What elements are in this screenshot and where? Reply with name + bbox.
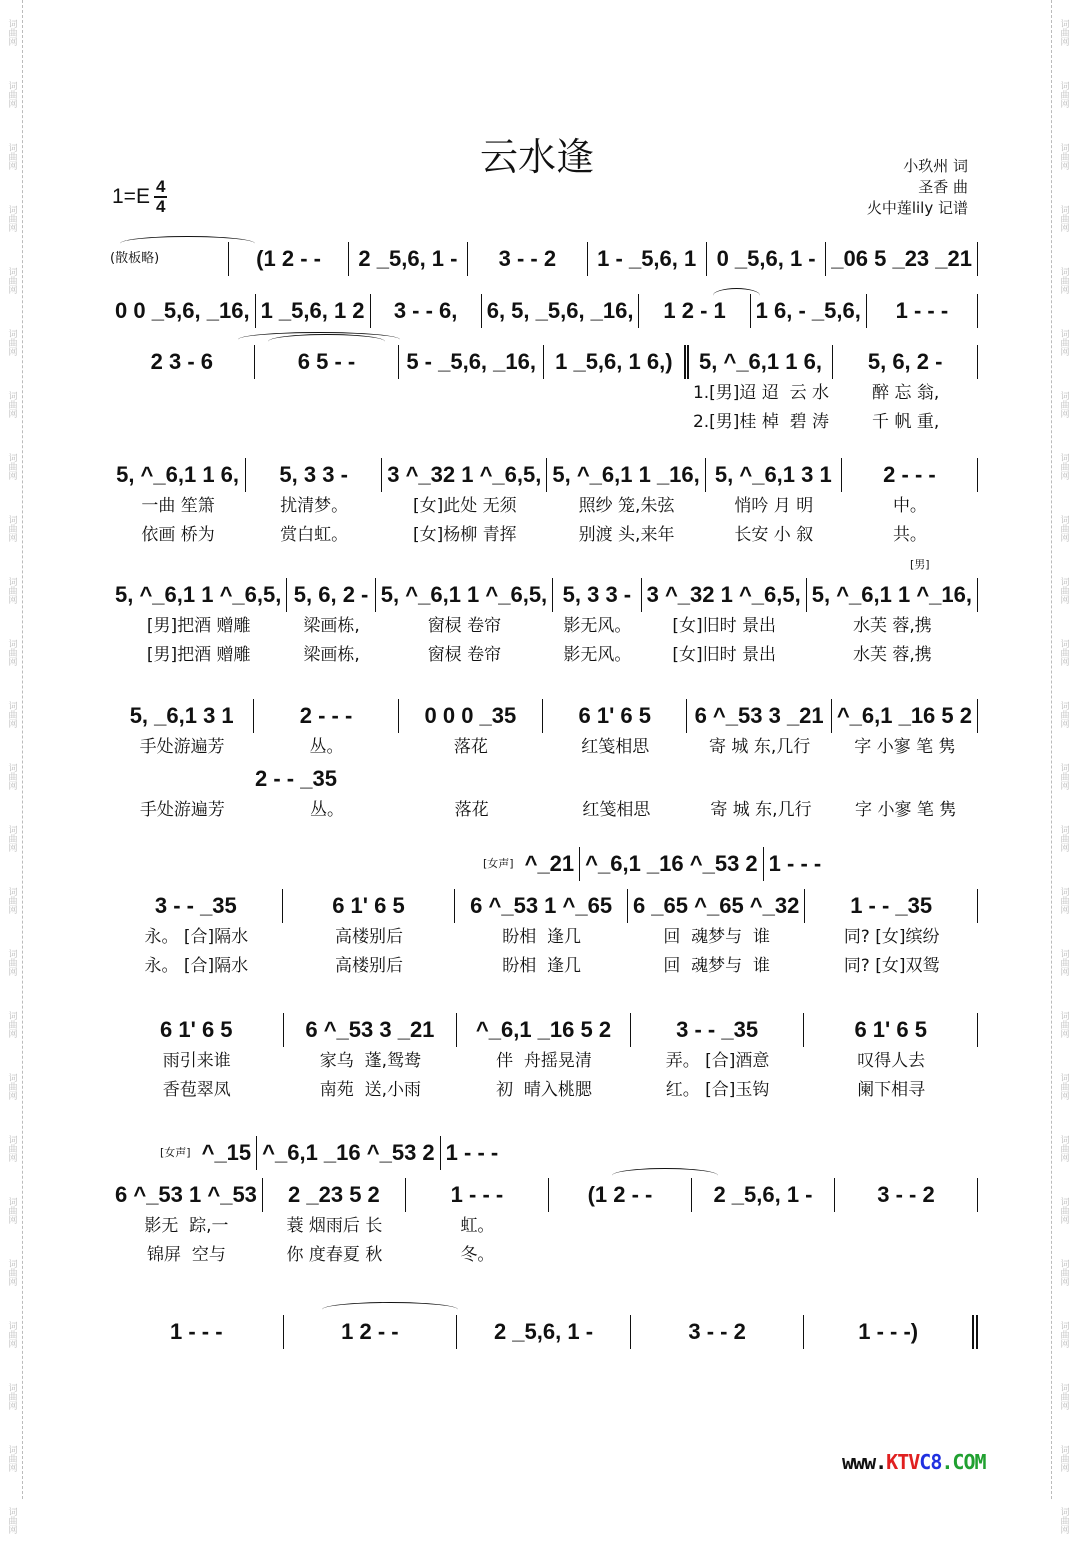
watermark-text: 词曲网: [6, 80, 17, 108]
lyric-cell: 中。: [892, 496, 927, 516]
watermark-text: 词曲网: [1058, 1444, 1069, 1472]
lyric-cell: [835, 1241, 978, 1270]
measure: 1 - - -): [804, 1315, 978, 1349]
measure: 5, ^_6,1 1 6,: [110, 458, 246, 492]
measure: 5, 3 3 -: [246, 458, 382, 492]
lyric-cell: 寄 城 东,几行: [709, 737, 811, 757]
measure: 6, 5, _5,6, _16,: [482, 294, 640, 328]
measure: 1 6, - _5,6,: [751, 294, 867, 328]
lyric-cell: 盼相 逢几: [502, 956, 582, 976]
measure: 5, ^_6,1 1 ^_6,5,: [110, 578, 287, 612]
lyric-cell: 高楼别后: [334, 956, 403, 976]
watermark-text: 词曲网: [6, 638, 17, 666]
watermark-text: 词曲网: [6, 204, 17, 232]
measure: 6 ^_53 3 _21: [687, 699, 831, 733]
measure: 3 - - 2: [631, 1315, 805, 1349]
watermark-text: 词曲网: [1058, 514, 1069, 542]
logo-suffix: .COM: [941, 1450, 986, 1474]
key-signature: [112, 178, 167, 216]
measure: 1 _5,6, 1 2: [256, 294, 371, 328]
lyric-cell: 别渡 头,来年: [578, 525, 675, 545]
song-title: 云水逢: [479, 135, 594, 179]
measure: 2 _5,6, 1 -: [349, 242, 468, 276]
staff-system: [110, 345, 978, 437]
measure: 6 1' 6 5: [283, 889, 456, 923]
lyric-cell: [女]旧时 景出: [672, 645, 776, 665]
measure: 3 - - 2: [468, 242, 587, 276]
staff-system: [110, 558, 978, 670]
lyric-cell: 蓑 烟雨后 长: [286, 1216, 383, 1236]
measure: 1 - - -: [110, 1315, 284, 1349]
watermark-text: 词曲网: [6, 328, 17, 356]
left-watermark-strip: [0, 0, 23, 1534]
lyric-cell: 梁画栋,: [303, 645, 360, 665]
system-grid: [110, 889, 978, 981]
lyric-cell: [男]把酒 赠雕: [146, 645, 251, 665]
logo-prefix: www.: [842, 1450, 887, 1474]
watermark-text: 词曲网: [1058, 452, 1069, 480]
lyric-cell: 窗棂 卷帘: [427, 645, 502, 665]
lyric-cell: 叹得人去: [857, 1051, 926, 1071]
measure: 3 - - 6,: [371, 294, 482, 328]
measure: 2 _5,6, 1 -: [692, 1178, 835, 1212]
lyric-cell: [692, 1241, 835, 1270]
logo-part2: C8: [919, 1450, 942, 1474]
lyric-cell: [544, 379, 689, 408]
system-grid: [110, 578, 978, 670]
logo-part1: KTV: [886, 1450, 920, 1474]
tie-arc: [322, 1302, 458, 1317]
lyric-cell: 影无 踪,一: [144, 1216, 229, 1236]
watermark-text: 词曲网: [1058, 948, 1069, 976]
lyric-cell: 寄 城 东,几行: [710, 800, 812, 820]
lyric-cell: 高楼别后: [334, 927, 403, 947]
time-signature: [154, 178, 167, 216]
upper-voice: [483, 847, 826, 881]
measure: 2 - - _35: [255, 766, 337, 791]
watermark-text: 词曲网: [6, 142, 17, 170]
measure: 5, 6, 2 -: [833, 345, 978, 379]
measure: 5, ^_6,1 1 _16,: [547, 458, 705, 492]
watermark-text: 词曲网: [1058, 824, 1069, 852]
lyric-cell: [544, 408, 689, 437]
system-grid: [110, 1315, 978, 1349]
upper-voice: [160, 1136, 503, 1170]
watermark-text: 词曲网: [1058, 762, 1069, 790]
measure: 6 1' 6 5: [804, 1013, 978, 1047]
lyric-cell: [110, 379, 255, 408]
measure: 6 5 - -: [255, 345, 400, 379]
watermark-text: 词曲网: [6, 266, 17, 294]
voice-marker: [男]: [910, 558, 930, 571]
watermark-text: 词曲网: [1058, 1382, 1069, 1410]
watermark-text: 词曲网: [1058, 1010, 1069, 1038]
lyric-cell: [549, 1212, 692, 1241]
lyric-cell: [835, 1212, 978, 1241]
watermark-text: 词曲网: [6, 1258, 17, 1286]
lyric-cell: [255, 379, 400, 408]
lyric-cell: 回 魂梦与 谁: [663, 956, 770, 976]
measure: 6 ^_53 3 _21: [284, 1013, 458, 1047]
watermark-text: 词曲网: [6, 18, 17, 46]
composer: 圣香 曲: [918, 178, 968, 196]
system-grid: [110, 1013, 978, 1105]
lyric-cell: 丛。: [309, 800, 344, 820]
tie-arc: [120, 236, 255, 251]
tie-arc: [268, 334, 385, 349]
watermark-text: 词曲网: [1058, 1196, 1069, 1224]
lyric-cell: [255, 408, 400, 437]
lyric-cell: [女]旧时 景出: [672, 616, 776, 636]
measure: 5, 6, 2 -: [287, 578, 375, 612]
measure: 3 - - 2: [835, 1178, 978, 1212]
lyric-cell: 2.[男]桂 棹 碧 涛: [692, 412, 830, 432]
watermark-text: 词曲网: [6, 1072, 17, 1100]
lyric-cell: 锦屏 空与: [147, 1245, 226, 1265]
lyric-cell: 悄吟 月 明: [734, 496, 814, 516]
measure: (1 2 - -: [549, 1178, 692, 1212]
lyric-cell: 千 帆 重,: [872, 412, 940, 432]
measure: 5 - _5,6, _16,: [399, 345, 544, 379]
watermark-text: 词曲网: [6, 1196, 17, 1224]
watermark-text: 词曲网: [1058, 1506, 1069, 1534]
lyric-cell: 丛。: [309, 737, 344, 757]
tie-arc: [612, 1168, 718, 1183]
lyric-cell: 永。 [合]隔水: [144, 956, 249, 976]
lyric-cell: [女]杨柳 青挥: [412, 525, 517, 545]
voice-label: [女声]: [160, 1146, 191, 1159]
watermark-text: 词曲网: [1058, 266, 1069, 294]
measure: 1 - _5,6, 1: [588, 242, 707, 276]
lyric-cell: 落花: [454, 800, 489, 820]
lyric-cell: 字 小寥 笔 隽: [854, 737, 956, 757]
measure: 1 - - -: [867, 294, 978, 328]
measure: 6 ^_53 1 ^_65: [455, 889, 628, 923]
system-grid: [110, 796, 978, 825]
lyric-cell: 初 晴入桃腮: [496, 1080, 592, 1100]
watermark-text: 词曲网: [6, 390, 17, 418]
right-watermark-strip: [1051, 0, 1074, 1534]
system-grid: [110, 1178, 978, 1270]
watermark-text: 词曲网: [1058, 1320, 1069, 1348]
measure: 2 _23 5 2: [263, 1178, 406, 1212]
staff-system: [110, 294, 978, 328]
measure: 6 1' 6 5: [543, 699, 687, 733]
time-top: 4: [155, 177, 166, 196]
measure: 5, _6,1 3 1: [110, 699, 254, 733]
voice-label: [女声]: [483, 857, 514, 870]
measure: ^_6,1 _16 5 2: [457, 1013, 631, 1047]
watermark-text: 词曲网: [1058, 1072, 1069, 1100]
lyric-cell: 手处游遍芳: [139, 800, 225, 820]
watermark-text: 词曲网: [6, 762, 17, 790]
lyric-cell: 红。 [合]玉钩: [665, 1080, 770, 1100]
watermark-text: 词曲网: [6, 1320, 17, 1348]
measure: 2 - - -: [842, 458, 978, 492]
watermark-text: 词曲网: [6, 948, 17, 976]
lyric-cell: 你 度春夏 秋: [286, 1245, 383, 1265]
watermark-text: 词曲网: [1058, 390, 1069, 418]
measure: 2 _5,6, 1 -: [457, 1315, 631, 1349]
lyric-cell: 虹。: [460, 1216, 495, 1236]
staff-system: [110, 1140, 978, 1270]
site-logo: [842, 1450, 986, 1474]
lyric-cell: 字 小寥 笔 隽: [855, 800, 957, 820]
measure: ^_6,1 _16 ^_53 2: [257, 1136, 441, 1170]
lyric-cell: 同? [女]缤纷: [843, 927, 940, 947]
measure: 3 ^_32 1 ^_6,5,: [642, 578, 807, 612]
lyric-cell: 共。: [892, 525, 927, 545]
lyric-cell: [399, 379, 544, 408]
watermark-text: 词曲网: [1058, 18, 1069, 46]
lyric-cell: 扰清梦。: [280, 496, 349, 516]
measure: ^_15: [197, 1136, 258, 1170]
lyric-cell: 弄。 [合]酒意: [665, 1051, 770, 1071]
lyric-cell: 水芙 蓉,携: [852, 645, 932, 665]
watermark-text: 词曲网: [6, 514, 17, 542]
watermark-text: 词曲网: [1058, 700, 1069, 728]
lyric-cell: 手处游遍芳: [139, 737, 225, 757]
watermark-text: 词曲网: [6, 1134, 17, 1162]
watermark-text: 词曲网: [1058, 328, 1069, 356]
lyric-cell: 南苑 送,小雨: [319, 1080, 421, 1100]
measure: 1 - - -: [445, 1140, 499, 1165]
lyric-cell: 醉 忘 翁,: [872, 383, 940, 403]
measure: 6 1' 6 5: [110, 1013, 284, 1047]
staff-system: [110, 851, 978, 981]
watermark-text: 词曲网: [6, 1382, 17, 1410]
lyric-cell: 照纱 笼,朱弦: [578, 496, 675, 516]
lyric-cell: 永。 [合]隔水: [144, 927, 249, 947]
measure: 3 - - _35: [631, 1013, 805, 1047]
lyric-cell: 一曲 笙箫: [141, 496, 215, 516]
measure: 5, ^_6,1 1 ^_16,: [807, 578, 978, 612]
lyric-cell: 影无风。: [563, 645, 632, 665]
lyric-cell: 红笺相思: [581, 737, 650, 757]
lyric-cell: 同? [女]双鸳: [843, 956, 940, 976]
lyric-cell: 红笺相思: [582, 800, 651, 820]
watermark-text: 词曲网: [6, 824, 17, 852]
lyric-cell: [692, 1212, 835, 1241]
measure: 2 - - -: [254, 699, 398, 733]
measure: ^_21: [520, 847, 581, 881]
tempo-note: (散板略): [110, 242, 229, 276]
watermark-text: 词曲网: [1058, 576, 1069, 604]
lyric-cell: 阑下相寻: [857, 1080, 926, 1100]
alternate-line: [250, 762, 342, 796]
system-grid: [110, 458, 978, 550]
measure: 0 _5,6, 1 -: [707, 242, 826, 276]
measure: 6 _65 ^_65 ^_32: [628, 889, 805, 923]
lyric-cell: [549, 1241, 692, 1270]
watermark-text: 词曲网: [6, 1010, 17, 1038]
lyric-cell: 冬。: [460, 1245, 495, 1265]
watermark-text: 词曲网: [1058, 1134, 1069, 1162]
measure: 5, ^_6,1 3 1: [706, 458, 842, 492]
watermark-text: 词曲网: [1058, 1258, 1069, 1286]
measure: 1 2 - 1: [639, 294, 750, 328]
time-bottom: 4: [155, 197, 166, 216]
measure: 0 0 0 _35: [399, 699, 543, 733]
lyric-cell: 雨引来谁: [162, 1051, 231, 1071]
lyric-cell: 赏白虹。: [280, 525, 349, 545]
measure: 1 _5,6, 1 6,): [544, 345, 689, 379]
watermark-text: 词曲网: [1058, 142, 1069, 170]
staff-system: [110, 458, 978, 550]
lyric-cell: 家乌 蓬,鸳鸯: [319, 1051, 421, 1071]
measure: 1 - - -: [406, 1178, 549, 1212]
lyric-cell: 香苞翠凤: [162, 1080, 231, 1100]
key-label: 1=E: [112, 185, 150, 208]
watermark-text: 词曲网: [1058, 886, 1069, 914]
measure: ^_6,1 _16 ^_53 2: [580, 847, 764, 881]
lyric-cell: [女]此处 无须: [412, 496, 517, 516]
watermark-text: 词曲网: [6, 1444, 17, 1472]
measure: ^_6,1 _16 5 2: [832, 699, 978, 733]
lyric-cell: 回 魂梦与 谁: [663, 927, 770, 947]
measure: 5, ^_6,1 1 6,: [689, 345, 834, 379]
measure: 2 3 - 6: [110, 345, 255, 379]
system-grid: [110, 294, 978, 328]
transcriber: 火中莲lily 记谱: [866, 199, 968, 217]
measure: 0 0 _5,6, _16,: [110, 294, 256, 328]
measure: 5, ^_6,1 1 ^_6,5,: [376, 578, 553, 612]
staff-system: [110, 1315, 978, 1349]
watermark-text: 词曲网: [6, 700, 17, 728]
lyric-cell: 影无风。: [563, 616, 632, 636]
staff-system: [110, 699, 978, 825]
lyric-cell: 水芙 蓉,携: [852, 616, 932, 636]
lyric-cell: 1.[男]迢 迢 云 水: [692, 383, 830, 403]
staff-system: [110, 1013, 978, 1105]
credits: [867, 156, 968, 219]
watermark-text: 词曲网: [1058, 638, 1069, 666]
system-grid: [110, 345, 978, 437]
lyric-cell: 盼相 逢几: [502, 927, 582, 947]
lyric-cell: 梁画栋,: [303, 616, 360, 636]
lyric-cell: 窗棂 卷帘: [427, 616, 502, 636]
measure: 1 - - _35: [805, 889, 978, 923]
watermark-text: 词曲网: [1058, 80, 1069, 108]
watermark-text: 词曲网: [6, 452, 17, 480]
watermark-text: 词曲网: [6, 576, 17, 604]
measure: 1 2 - -: [284, 1315, 458, 1349]
lyric-cell: 长安 小 叙: [734, 525, 814, 545]
measure: 3 - - _35: [110, 889, 283, 923]
tie-arc: [713, 288, 760, 303]
lyric-cell: 落花: [453, 737, 488, 757]
watermark-text: 词曲网: [6, 886, 17, 914]
watermark-text: 词曲网: [1058, 204, 1069, 232]
measure: 3 ^_32 1 ^_6,5,: [382, 458, 547, 492]
lyric-cell: [399, 408, 544, 437]
lyric-cell: [男]把酒 赠雕: [146, 616, 251, 636]
system-grid: [110, 699, 978, 762]
measure: 1 - - -: [768, 851, 822, 876]
measure: (1 2 - -: [229, 242, 348, 276]
lyric-cell: 依画 桥为: [141, 525, 215, 545]
watermark-text: 词曲网: [6, 1506, 17, 1534]
measure: _06 5 _23 _21: [826, 242, 978, 276]
lyricist: 小玖州 词: [903, 157, 968, 175]
lyric-cell: 伴 舟摇晃清: [496, 1051, 592, 1071]
lyric-cell: [110, 408, 255, 437]
measure: 6 ^_53 1 ^_53: [110, 1178, 263, 1212]
measure: 5, 3 3 -: [553, 578, 641, 612]
